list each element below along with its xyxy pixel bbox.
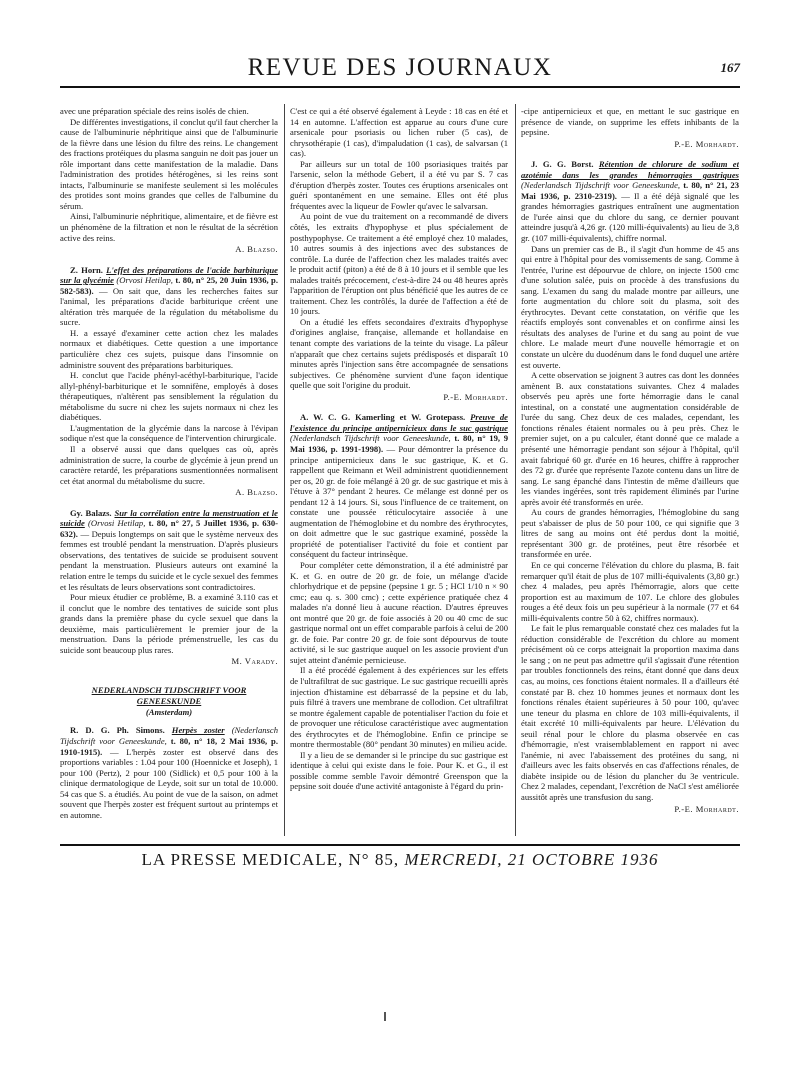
page-footer — [60, 844, 740, 876]
article-abstract — [60, 265, 278, 328]
paragraph: -cipe antipernicieux et que, en mettant le suc gastrique en présence de viande, on supprime les effets inhibants de la pepsine. — [521, 106, 739, 138]
paragraph-text: — Il a été déjà signalé que les grandes hémorragies gastriques entraînent une augmentation de l'urée ainsi que du chlore du sang, ce dernier pouvant atteindre jusqu'à 4,26 gr. (120 milli-équivalents) au lieu de 3,8 gr. (107 milli-équivalents), chiffre normal. — [521, 190, 739, 244]
paragraph: Au cours de grandes hémorragies, l'hémoglobine du sang peut s'abaisser de plus de 50 pour 100, ce qui signifie que 3 litres de sang au moins ont été perdus dont la moitié, représentant 300 gr. de protéines, peut être résorbée et transformée en urée. — [521, 507, 739, 560]
article-author: Z. Horn. — [70, 264, 103, 275]
paragraph: Il a été procédé également à des expériences sur les effets de l'ultrafiltrat de suc gastrique. Le suc gastrique recueilli après injection d'histamine est débarrassé de la pepsine et du lab, puis filtré à travers une membrane de collodion. Cet ultrafiltrat se montre également capable de potentialiser l'action du foie et de provoquer une réticulose caractéristique avec augmentation des érythrocytes et de l'hémoglobine. Enfin ce principe se montre thermostable (80° pendant 30 minutes) en milieu acide. — [290, 665, 508, 750]
article-reference: t. 80, n° 19, 9 Mai 1936, p. 1991-1998). — [290, 433, 508, 454]
running-title: REVUE DES JOURNAUX — [247, 54, 553, 81]
article-source: (Nederlandsch Tijdschrift voor Geneeskunde, — [521, 180, 681, 191]
issue-date: MERCREDI, 21 OCTOBRE 1936 — [404, 850, 659, 869]
paragraph: Il a observé aussi que dans quelques cas où, après administration de sucre, la courbe de glycémie à jeun prend un caractère retardé, les préparations susmentionnées normalisent cet état anormal du métabolisme du sucre. — [60, 443, 278, 486]
paragraph: De différentes investigations, il conclut qu'il faut chercher la cause de l'albuminurie néphritique ainsi que de l'albuminurie de la fièvre dans une lésion du filtre des reins. Le changement des fractions protéiques du plasma sanguin ne doit pas jouer un rôle important dans cette manifestation de la maladie. Dans l'administration des protides hétérogènes, si les reins sont intacts, l'albuminurie se manifeste seulement si les molécules des protides sont moins grandes que celles de l'albumine du sérum. — [60, 116, 278, 211]
article-title: Preuve de l'existence du principe antipernicieux dans le suc gastrique — [290, 412, 508, 433]
article-title: Herpès zoster — [171, 725, 225, 736]
article-author: R. D. G. Ph. Simons. — [70, 725, 165, 736]
paragraph: Pour compléter cette démonstration, il a été administré par K. et G. en outre de 20 gr. de foie, un mélange d'acide chlorhydrique et de pepsine (pepsine 1 gr. 5 ; HCl 1/10 n × 90 cmc; eau q. s. 300 cmc) ; cette expérience pratiquée chez 4 malades n'a donné lieu à aucune réaction. D'autres épreuves ont montré que 20 gr. de foie associés à 20 ou 40 cmc de suc gastrique normal ont un effet comparable parfois à celui de 200 gr. de foie. Par contre 20 gr. de foie sont dépourvus de toute activité, si le suc gastrique auquel on les associe provient d'un sujet atteint d'anémie pernicieuse. — [290, 559, 508, 665]
article-abstract — [60, 508, 278, 592]
author-signature: M. Varady. — [231, 656, 278, 667]
page-number: 167 — [720, 60, 740, 75]
paragraph: H. a essayé d'examiner cette action chez les malades normaux et diabétiques. Cette question a une importance particulière chez ces sujets, puisque dans l'insomnie on administre souvent des préparations barbituriques. — [60, 327, 278, 370]
author-signature: P.-E. Morhardt. — [674, 803, 739, 814]
article-source: (Orvosi Hetilap, — [88, 518, 146, 529]
article-title: Sur la corrélation entre la menstruation et le suicide — [60, 507, 278, 529]
author-signature: P.-E. Morhardt. — [674, 138, 739, 149]
paragraph-text: — On sait que, dans les recherches faites sur l'animal, les préparations d'acide barbiturique créent une altération très marquée de la régulation du métabolisme du sucre. — [60, 285, 278, 328]
article-source: (Orvosi Hetilap, — [116, 275, 173, 286]
paragraph: A cette observation se joignent 3 autres cas dont les données amènent B. aux constatations suivantes. Chez 4 malades observés peu après une forte hémorragie dans le canal intestinal, on a constaté une augmentation considérable de l'urée du sang. Chez deux de ces malades, cependant, les fonctions rénales étaient normales ou à peu près. Chez le premier sujet, on a pu calculer, étant donné que ce malade a présenté une hémorragie pendant son séjour à l'hôpital, qu'il avait fabriqué 60 gr. d'urée en 16 heures, chiffre à rapprocher des 72 gr. d'urée que représente l'azote contenu dans un litre de sang. Le sang épanché dans l'intestin de même d'ailleurs que les viandes ingérées, sont très rapidement éliminés par l'urine après avoir été transformés en urée. — [521, 370, 739, 507]
article-reference: t. 80, n° 21, 23 Mai 1936, p. 2310-2319). — [521, 180, 739, 201]
column-2 — [290, 106, 508, 836]
running-head — [60, 52, 740, 88]
article-author: A. W. C. G. Kamerling et W. Grotepass. — [300, 412, 466, 423]
author-signature: P.-E. Morhardt. — [443, 391, 508, 402]
paragraph: On a étudié les effets secondaires d'extraits d'hypophyse d'origines anglaise, française, allemande et hollandaise en tenant compte des variations de la teinte du visage. La pâleur n'apparaît que chez certains sujets prédisposés et disparaît 10 minutes après l'injection sans être accompagnée de sensations subjectives. Ce phénomène survient d'une façon identique quelle que soit l'origine du produit. — [290, 316, 508, 391]
section-title: NEDERLANDSCH TIJDSCHRIFT VOOR GENEESKUNDE — [91, 684, 247, 706]
scan-mark — [384, 1012, 386, 1021]
column-rule-1 — [284, 104, 285, 836]
paragraph: avec une préparation spéciale des reins isolés de chien. — [60, 106, 249, 116]
paragraph-text: — Depuis longtemps on sait que le système nerveux des femmes est troublé pendant la menstruation. D'après plusieurs observations, des tentatives de suicide se produisent souvent pendant la menstruation. Plusieurs auteurs ont examiné la relation entre le temps du suicide et le cycle sexuel des femmes et les résultats de leurs observations sont contradictoires. — [60, 528, 278, 592]
article-abstract — [521, 159, 739, 243]
paragraph: Au point de vue du traitement on a recommandé de divers côtés, les extraits d'hypophyse et plus spécialement de posthypophyse. Ce traitement a été employé chez 10 malades, 10 autres soumis à des injections avec des substances de contrôle. La durée de l'affection chez les malades traités avec le produit actif (piton) a été de 8 à 10 jours et il semble que les malades traités précocement, c'est-à-dire 24 ou 48 heures après l'apparition de l'éruption ont plus bénéficié que les autres de ce traitement. Chez les contrôlés, la durée de l'affection a été de 10 jours. — [290, 211, 508, 317]
footer-line — [60, 850, 740, 870]
author-signature: A. Blazso. — [235, 487, 278, 498]
paragraph: C'est ce qui a été observé également à Leyde : 18 cas en été et 14 en automne. L'affection est apparue au cours d'une cure arsenicale pour psoriasis ou lichen ruber (5 cas), de chrysothérapie (1 cas), d'impaludation (1 cas), de salvarsan (1 cas). — [290, 106, 508, 159]
article-abstract — [290, 412, 508, 560]
author-signature: A. Blazso. — [235, 244, 278, 255]
column-3 — [521, 106, 739, 836]
article-abstract — [60, 725, 278, 820]
paragraph-text: — L'herpès zoster est observé dans des proportions variables : 1.04 pour 100 (Hoennicke et Joseph), 1 pour 100 (Pertz), 2 pour 100 (Sidlick) et 0,5 pour 100 à la clinique dermatologique de Leyde, soit sur un total de 10.000. 54 cas que S. a étudiés. Au point de vue de la saison, on admet souvent que l'herpès zoster est fréquent surtout au printemps et en automne. — [60, 746, 278, 820]
article-reference: t. 80, n° 27, 5 Juillet 1936, p. 630-632). — [60, 518, 278, 539]
section-subtitle: (Amsterdam) — [145, 706, 193, 717]
article-reference: t. 80, n° 25, 20 Juin 1936, p. 582-583). — [60, 275, 278, 296]
paragraph-text: — Pour démontrer la présence du principe antipernicieux dans le suc gastrique, K. et G. rappellent que Reimann et Weil administrent quotidiennement per os, 20 gr. de foie mélangé à 20 gr. de suc gastrique et mis à l'étuve à 37° pendant 2 heures. Ce mélange est donné per os pendant 12 à 14 jours. Si, sous l'influence de ce traitement, on constate une poussée réticulocytaire associée à une augmentation de l'hémoglobine et du nombre des érythrocytes, on doit admettre que le suc gastrique examiné, possède la propriété de potentialiser l'activité du foie et contient par conséquent du facteur intrinsèque. — [290, 443, 508, 560]
paragraph: Pour mieux étudier ce problème, B. a examiné 3.110 cas et il conclut que le nombre des tentatives de suicide sont plus grands dans la première phase du cycle sexuel que dans la deuxième, mais particulièrement le premier jour de la menstruation. Dans la période prémenstruelle, les cas du suicide sont beaucoup plus rares. — [60, 592, 278, 655]
column-rule-2 — [515, 104, 516, 836]
paragraph: Le fait le plus remarquable constaté chez ces malades fut la réduction considérable de l'excrétion du chlore au moment précisément où ce corps atteignait la proportion maxima dans le sang ; on ne peut pas admettre qu'il s'agissait d'une rétention par troubles fonctionnels des reins, étant donné que dans deux cas, au moins, ces fonctions étaient normales. Il a d'ailleurs été constaté par B. chez 10 hommes jeunes et normaux dont les fonctions rénales étaient supérieures à 50 pour 100, qu'avec une teneur du plasma en chlore de 103 milli-équivalents, il était excrété 10 milli-équivalents par heure. L'élévation du seuil rénal pour le chlore du plasma observée en cas d'hémorragie, n'est vraisemblablement en rapport ni avec l'anémie, ni avec l'abaissement des protéines du sang, ni d'ailleurs avec les faits observés en cas d'affections rénales, de diabète insipide ou de lésion du plancher du 3e ventricule. Chez 2 malades, cependant, l'excrétion de NaCl s'est améliorée aussitôt après une transfusion du sang. — [521, 623, 739, 802]
article-title: L'effet des préparations de l'acide barbiturique sur la glycémie — [60, 264, 278, 286]
paragraph: Il y a lieu de se demander si le principe du suc gastrique est identique à celui qui existe dans le foie. Pour K. et G., il est possible comme semble l'avoir démontré Greenspon que la pepsine soit douée d'une activité antagoniste à l'égard du prin- — [290, 749, 508, 792]
article-source: (Nederlandsch Tijdschrift voor Geneeskunde, — [290, 433, 451, 444]
paragraph: Dans un premier cas de B., il s'agit d'un homme de 45 ans qui entre à l'hôpital pour des vomissements de sang. Comme à l'entrée, l'urine est dépourvue de chlore, on injecte 1500 cmc d'une solution salée, puis on procède à des transfusions du sang. L'examen du sang du malade montre par ailleurs, une forte augmentation du chlore soit du plasma, soit des érythrocytes. Devant cette constatation, on vérifie que les réactifs employés sont convenables et on confirme ainsi les résultats des analyses de l'urine et du sang au point de vue chlore. Le malade meurt d'une nouvelle hémorragie et on constate un ulcère du duodénum dans le fond duquel une artère est ouverte. — [521, 243, 739, 370]
paragraph: H. conclut que l'acide phényl-acéthyl-barbiturique, l'acide allyl-phényl-barbiturique et le somnifène, employés à doses thérapeutiques, n'altèrent pas sensiblement la régulation du métabolisme du sucre ni chez les sujets normaux ni chez les diabétiques. — [60, 370, 278, 423]
column-1 — [60, 106, 278, 836]
article-title: Rétention de chlorure de sodium et azotémie dans les grandes hémorragies gastriques — [521, 159, 739, 180]
paragraph: Par ailleurs sur un total de 100 psoriasiques traités par l'arsenic, selon la méthode Gebert, il a été vu par S. 7 cas d'éruption d'herpès zoster. Toutes ces éruptions arsenicales ont guéri spontanément en une semaine. Elles ont été plus fréquentes avec la liqueur de Fowler qu'avec le salvarsan. — [290, 158, 508, 211]
article-reference: t. 80, n° 18, 2 Mai 1936, p. 1910-1915). — [60, 735, 278, 757]
paragraph: L'augmentation de la glycémie dans la narcose à l'évipan sodique n'est que la conséquence de l'intervention chirurgicale. — [60, 422, 278, 444]
article-author: Gy. Balazs. — [70, 507, 112, 518]
article-source: (Nederlansch Tijdschrift voor Geneeskunde, — [60, 725, 278, 746]
paragraph: Ainsi, l'albuminurie néphritique, alimentaire, et de fièvre est un phénomène de la filtration et non le résultat de la sécrétion active des reins. — [60, 211, 278, 243]
journal-issue: LA PRESSE MEDICALE, N° 85, — [141, 850, 400, 869]
article-author: J. G. G. Borst. — [531, 159, 594, 170]
paragraph: En ce qui concerne l'élévation du chlore du plasma, B. fait remarquer qu'il était de plus de 107 milli-équivalents (3,80 gr.) chez 4 malades, peu après l'hémorragie, alors que cette proportion est au maximum de 107. Le chlore des globules rouges a été deux fois un peu supérieur à la normale (77 et 64 milli-équivalents contre 50 à 62, chiffres normaux). — [521, 559, 739, 623]
